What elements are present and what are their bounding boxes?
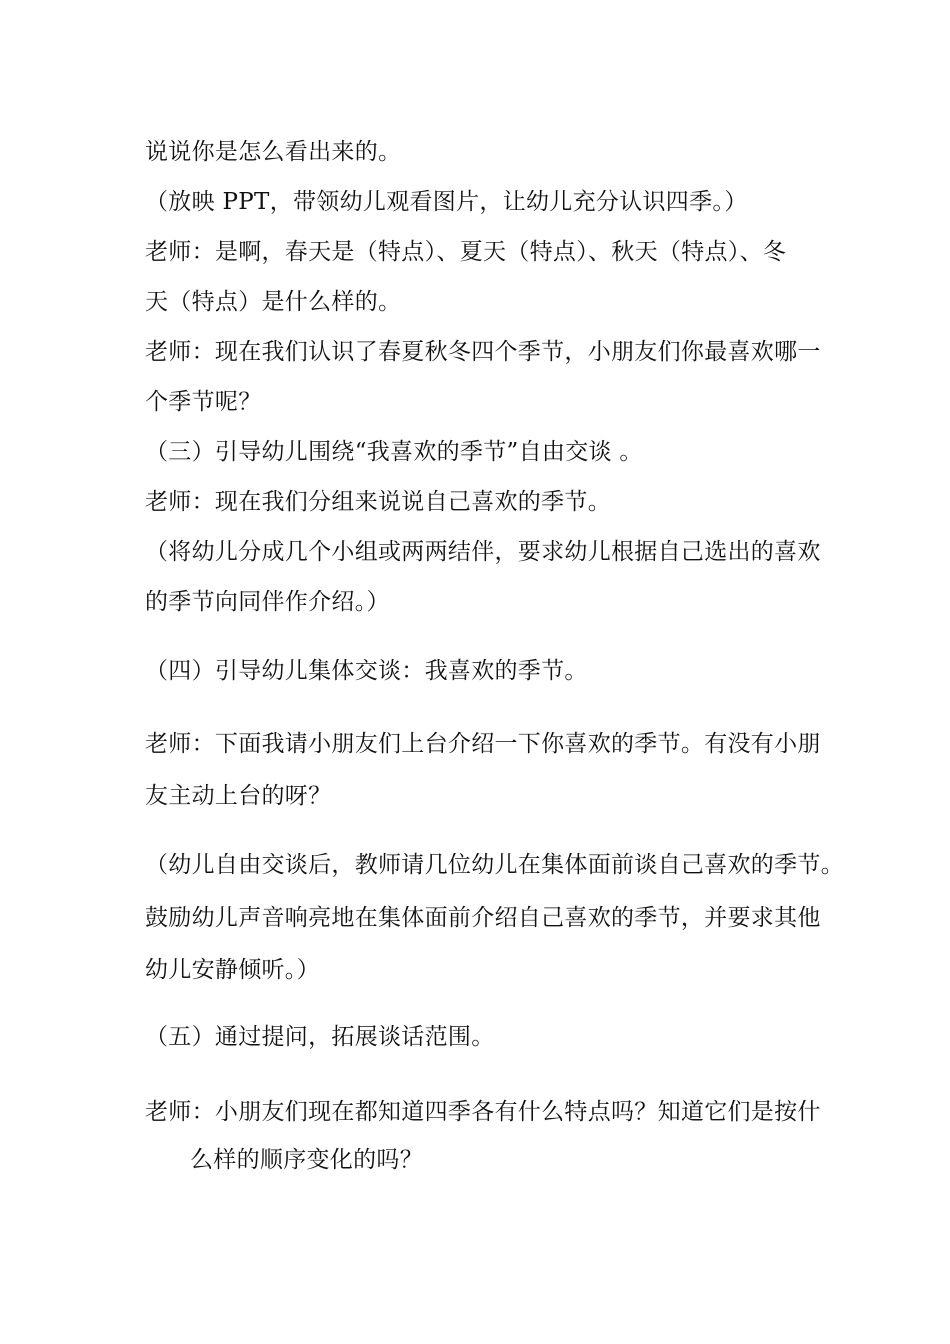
text-line: 个季节呢？	[145, 389, 262, 415]
text-line: 的季节向同伴作介绍。）	[145, 589, 390, 615]
text-line: 老师：下面我请小朋友们上台介绍一下你喜欢的季节。有没有小朋	[145, 731, 821, 757]
text-line: 么样的顺序变化的吗？	[190, 1147, 423, 1173]
text-line: （放映 PPT，带领幼儿观看图片，让幼儿充分认识四季。）	[145, 189, 748, 215]
text-line: 说说你是怎么看出来的。	[145, 139, 402, 165]
text-line: 老师：现在我们分组来说说自己喜欢的季节。	[145, 489, 611, 515]
section-heading: （四）引导幼儿集体交谈：我喜欢的季节。	[145, 658, 588, 684]
section-heading: （五）通过提问，拓展谈话范围。	[145, 1024, 495, 1050]
text-line: （幼儿自由交谈后，教师请几位幼儿在集体面前谈自己喜欢的季节。	[145, 852, 844, 878]
text-line: 天（特点）是什么样的。	[145, 289, 402, 315]
text-line: 鼓励幼儿声音响亮地在集体面前介绍自己喜欢的季节，并要求其他	[145, 905, 821, 931]
text-line: 幼儿安静倾听。）	[145, 957, 320, 983]
text-line: （将幼儿分成几个小组或两两结伴，要求幼儿根据自己选出的喜欢	[145, 539, 821, 565]
text-line: 老师：小朋友们现在都知道四季各有什么特点吗？知道它们是按什	[145, 1099, 821, 1125]
text-line: 老师：是啊，春天是（特点）、夏天（特点）、秋天（特点）、冬	[145, 239, 787, 265]
text-line: 老师：现在我们认识了春夏秋冬四个季节，小朋友们你最喜欢哪一	[145, 339, 821, 365]
text-line: 友主动上台的呀？	[145, 783, 332, 809]
section-heading: （三）引导幼儿围绕“我喜欢的季节”自由交谈 。	[145, 439, 643, 465]
